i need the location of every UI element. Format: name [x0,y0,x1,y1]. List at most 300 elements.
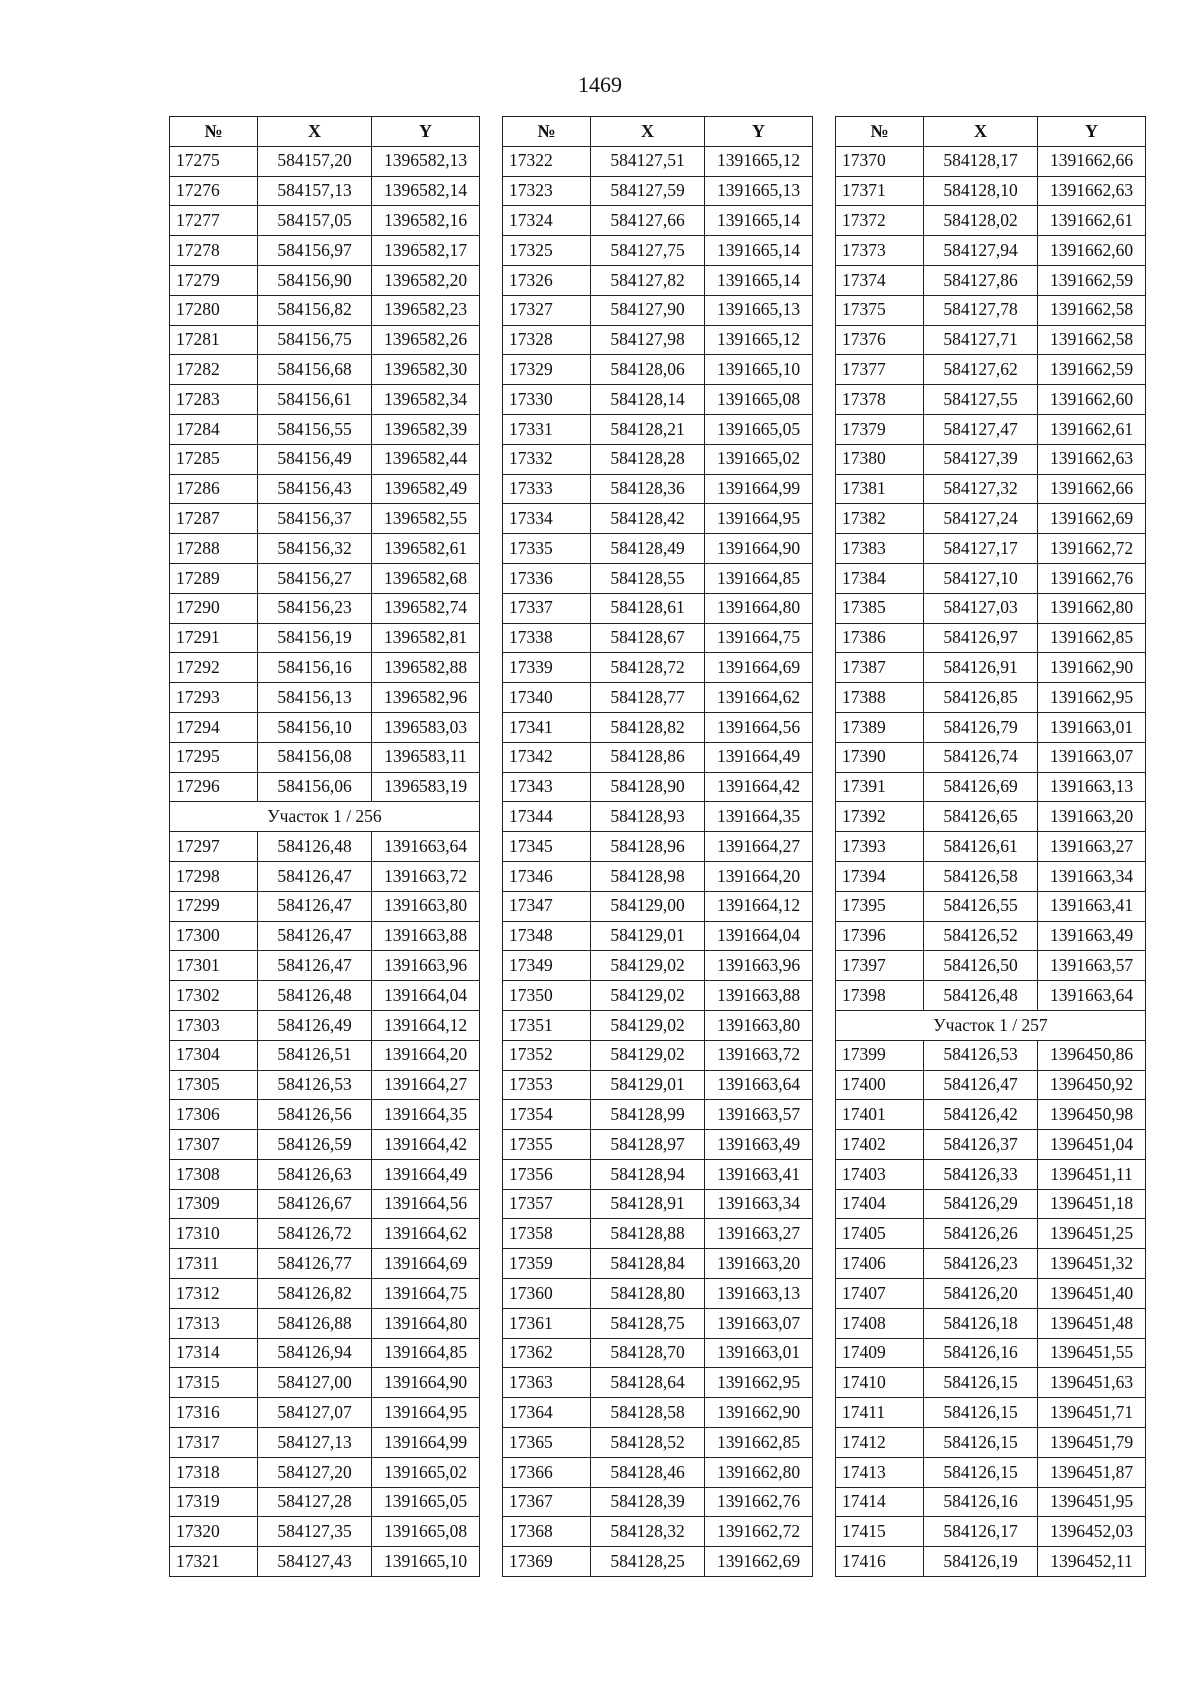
point-number-cell: 17343 [503,772,591,802]
x-coordinate-cell: 584126,61 [924,832,1038,862]
y-coordinate-cell: 1391664,90 [372,1368,480,1398]
y-coordinate-cell: 1396451,71 [1038,1398,1146,1428]
point-number-cell: 17357 [503,1189,591,1219]
y-coordinate-cell: 1391662,69 [1038,504,1146,534]
table-row [836,832,1146,862]
point-number-cell: 17358 [503,1219,591,1249]
coordinates-table-1 [169,116,480,1577]
table-row [503,563,813,593]
point-number-cell: 17370 [836,146,924,176]
table-row [836,474,1146,504]
x-coordinate-cell: 584129,02 [591,1040,705,1070]
x-coordinate-cell: 584156,49 [258,444,372,474]
table-row [836,1398,1146,1428]
point-number-cell: 17385 [836,593,924,623]
table-row [836,444,1146,474]
y-coordinate-cell: 1396450,92 [1038,1070,1146,1100]
point-number-cell: 17364 [503,1398,591,1428]
x-coordinate-cell: 584127,32 [924,474,1038,504]
table-row [170,1279,480,1309]
x-coordinate-cell: 584129,02 [591,981,705,1011]
y-coordinate-cell: 1391664,75 [705,623,813,653]
x-coordinate-cell: 584126,15 [924,1368,1038,1398]
y-coordinate-cell: 1391664,95 [372,1398,480,1428]
point-number-cell: 17398 [836,981,924,1011]
table-row [503,1249,813,1279]
point-number-cell: 17391 [836,772,924,802]
y-coordinate-cell: 1391664,35 [705,802,813,832]
x-coordinate-cell: 584127,75 [591,236,705,266]
y-coordinate-cell: 1391663,88 [372,921,480,951]
point-number-cell: 17328 [503,325,591,355]
y-coordinate-cell: 1391662,76 [705,1487,813,1517]
x-coordinate-cell: 584128,55 [591,563,705,593]
point-number-cell: 17287 [170,504,258,534]
table-row [836,1308,1146,1338]
point-number-cell: 17298 [170,861,258,891]
point-number-cell: 17379 [836,414,924,444]
table-row [836,355,1146,385]
table-row [503,981,813,1011]
x-coordinate-cell: 584128,88 [591,1219,705,1249]
point-number-cell: 17388 [836,683,924,713]
table-row [503,593,813,623]
table-row [503,623,813,653]
table-row [170,1249,480,1279]
x-coordinate-cell: 584128,32 [591,1517,705,1547]
y-coordinate-cell: 1391662,85 [705,1428,813,1458]
x-coordinate-cell: 584127,10 [924,563,1038,593]
table-row [836,1249,1146,1279]
point-number-cell: 17305 [170,1070,258,1100]
table-row [503,385,813,415]
x-coordinate-cell: 584126,79 [924,712,1038,742]
y-coordinate-cell: 1396582,30 [372,355,480,385]
table-row [503,653,813,683]
y-coordinate-cell: 1396582,20 [372,265,480,295]
y-coordinate-cell: 1391662,66 [1038,146,1146,176]
y-coordinate-cell: 1391662,76 [1038,563,1146,593]
y-coordinate-cell: 1396451,87 [1038,1457,1146,1487]
point-number-cell: 17394 [836,861,924,891]
header-number: № [836,117,924,147]
y-coordinate-cell: 1391663,80 [372,891,480,921]
y-coordinate-cell: 1396451,79 [1038,1428,1146,1458]
y-coordinate-cell: 1396582,61 [372,534,480,564]
x-coordinate-cell: 584126,18 [924,1308,1038,1338]
table-row [170,1100,480,1130]
point-number-cell: 17415 [836,1517,924,1547]
x-coordinate-cell: 584126,94 [258,1338,372,1368]
point-number-cell: 17399 [836,1040,924,1070]
table-row [836,802,1146,832]
x-coordinate-cell: 584127,20 [258,1457,372,1487]
x-coordinate-cell: 584126,82 [258,1279,372,1309]
y-coordinate-cell: 1391663,49 [1038,921,1146,951]
header-y: Y [705,117,813,147]
y-coordinate-cell: 1391665,10 [705,355,813,385]
table-row [836,891,1146,921]
point-number-cell: 17297 [170,832,258,862]
table-row [503,1547,813,1577]
y-coordinate-cell: 1391665,05 [705,414,813,444]
table-header-row [836,117,1146,147]
x-coordinate-cell: 584127,86 [924,265,1038,295]
y-coordinate-cell: 1391665,05 [372,1487,480,1517]
table-row [503,772,813,802]
table-row [836,1338,1146,1368]
table-header-row [170,117,480,147]
point-number-cell: 17303 [170,1010,258,1040]
y-coordinate-cell: 1391662,66 [1038,474,1146,504]
point-number-cell: 17356 [503,1159,591,1189]
table-row [503,1100,813,1130]
y-coordinate-cell: 1391663,27 [1038,832,1146,862]
point-number-cell: 17306 [170,1100,258,1130]
table-row [503,206,813,236]
point-number-cell: 17304 [170,1040,258,1070]
x-coordinate-cell: 584128,82 [591,712,705,742]
table-row [170,206,480,236]
x-coordinate-cell: 584126,63 [258,1159,372,1189]
y-coordinate-cell: 1391665,14 [705,265,813,295]
y-coordinate-cell: 1391663,57 [1038,951,1146,981]
x-coordinate-cell: 584127,78 [924,295,1038,325]
header-x: X [924,117,1038,147]
x-coordinate-cell: 584157,13 [258,176,372,206]
point-number-cell: 17321 [170,1547,258,1577]
y-coordinate-cell: 1391662,61 [1038,414,1146,444]
point-number-cell: 17392 [836,802,924,832]
point-number-cell: 17404 [836,1189,924,1219]
point-number-cell: 17313 [170,1308,258,1338]
point-number-cell: 17329 [503,355,591,385]
y-coordinate-cell: 1391664,04 [372,981,480,1011]
table-row [836,1040,1146,1070]
table-row [836,414,1146,444]
table-row [170,176,480,206]
x-coordinate-cell: 584156,32 [258,534,372,564]
x-coordinate-cell: 584156,13 [258,683,372,713]
point-number-cell: 17300 [170,921,258,951]
point-number-cell: 17294 [170,712,258,742]
x-coordinate-cell: 584128,39 [591,1487,705,1517]
table-row [836,623,1146,653]
x-coordinate-cell: 584126,47 [258,951,372,981]
point-number-cell: 17334 [503,504,591,534]
page-number: 1469 [578,72,622,97]
y-coordinate-cell: 1391665,08 [372,1517,480,1547]
x-coordinate-cell: 584128,28 [591,444,705,474]
point-number-cell: 17289 [170,563,258,593]
point-number-cell: 17326 [503,265,591,295]
x-coordinate-cell: 584126,47 [258,891,372,921]
table-row [503,832,813,862]
y-coordinate-cell: 1391664,20 [372,1040,480,1070]
point-number-cell: 17400 [836,1070,924,1100]
point-number-cell: 17296 [170,772,258,802]
x-coordinate-cell: 584127,62 [924,355,1038,385]
y-coordinate-cell: 1391664,27 [705,832,813,862]
x-coordinate-cell: 584128,72 [591,653,705,683]
y-coordinate-cell: 1396582,39 [372,414,480,444]
point-number-cell: 17361 [503,1308,591,1338]
point-number-cell: 17318 [170,1457,258,1487]
table-row [503,683,813,713]
y-coordinate-cell: 1391662,72 [705,1517,813,1547]
table-row [170,1040,480,1070]
point-number-cell: 17332 [503,444,591,474]
y-coordinate-cell: 1391664,80 [705,593,813,623]
point-number-cell: 17301 [170,951,258,981]
x-coordinate-cell: 584127,13 [258,1428,372,1458]
y-coordinate-cell: 1391663,07 [705,1308,813,1338]
point-number-cell: 17293 [170,683,258,713]
x-coordinate-cell: 584127,00 [258,1368,372,1398]
table-row [503,236,813,266]
point-number-cell: 17320 [170,1517,258,1547]
point-number-cell: 17395 [836,891,924,921]
point-number-cell: 17319 [170,1487,258,1517]
point-number-cell: 17314 [170,1338,258,1368]
y-coordinate-cell: 1391664,69 [372,1249,480,1279]
x-coordinate-cell: 584128,61 [591,593,705,623]
point-number-cell: 17292 [170,653,258,683]
table-row [503,1159,813,1189]
y-coordinate-cell: 1391662,85 [1038,623,1146,653]
y-coordinate-cell: 1396583,11 [372,742,480,772]
table-row [503,176,813,206]
x-coordinate-cell: 584127,98 [591,325,705,355]
y-coordinate-cell: 1391662,69 [705,1547,813,1577]
table-row [503,1457,813,1487]
table-row [836,563,1146,593]
y-coordinate-cell: 1391663,96 [372,951,480,981]
point-number-cell: 17402 [836,1130,924,1160]
table-row [503,1428,813,1458]
x-coordinate-cell: 584156,16 [258,653,372,683]
x-coordinate-cell: 584127,03 [924,593,1038,623]
table-row [503,474,813,504]
y-coordinate-cell: 1391664,95 [705,504,813,534]
y-coordinate-cell: 1391663,96 [705,951,813,981]
table-row [836,1130,1146,1160]
header-y: Y [1038,117,1146,147]
x-coordinate-cell: 584127,28 [258,1487,372,1517]
y-coordinate-cell: 1396450,86 [1038,1040,1146,1070]
point-number-cell: 17371 [836,176,924,206]
y-coordinate-cell: 1396582,55 [372,504,480,534]
table-row [170,474,480,504]
table-row [503,861,813,891]
table-row [836,921,1146,951]
x-coordinate-cell: 584128,21 [591,414,705,444]
y-coordinate-cell: 1391664,85 [372,1338,480,1368]
y-coordinate-cell: 1396451,04 [1038,1130,1146,1160]
point-number-cell: 17275 [170,146,258,176]
y-coordinate-cell: 1391664,42 [705,772,813,802]
x-coordinate-cell: 584126,74 [924,742,1038,772]
point-number-cell: 17353 [503,1070,591,1100]
table-row [836,1428,1146,1458]
point-number-cell: 17279 [170,265,258,295]
x-coordinate-cell: 584126,20 [924,1279,1038,1309]
point-number-cell: 17308 [170,1159,258,1189]
table-row [170,623,480,653]
point-number-cell: 17403 [836,1159,924,1189]
table-row [170,1159,480,1189]
x-coordinate-cell: 584128,14 [591,385,705,415]
y-coordinate-cell: 1391664,62 [705,683,813,713]
table-row [836,683,1146,713]
y-coordinate-cell: 1396582,14 [372,176,480,206]
table-row [170,1219,480,1249]
point-number-cell: 17411 [836,1398,924,1428]
point-number-cell: 17397 [836,951,924,981]
x-coordinate-cell: 584126,47 [258,921,372,951]
point-number-cell: 17386 [836,623,924,653]
y-coordinate-cell: 1396451,63 [1038,1368,1146,1398]
table-row [836,653,1146,683]
table-row [170,1338,480,1368]
section-row [170,802,480,832]
point-number-cell: 17310 [170,1219,258,1249]
x-coordinate-cell: 584126,26 [924,1219,1038,1249]
table-row [170,355,480,385]
point-number-cell: 17337 [503,593,591,623]
x-coordinate-cell: 584126,23 [924,1249,1038,1279]
table-row [170,385,480,415]
y-coordinate-cell: 1391662,80 [1038,593,1146,623]
x-coordinate-cell: 584127,94 [924,236,1038,266]
point-number-cell: 17365 [503,1428,591,1458]
x-coordinate-cell: 584126,67 [258,1189,372,1219]
table-row [170,861,480,891]
header-y: Y [372,117,480,147]
y-coordinate-cell: 1391664,85 [705,563,813,593]
point-number-cell: 17406 [836,1249,924,1279]
x-coordinate-cell: 584126,59 [258,1130,372,1160]
y-coordinate-cell: 1391662,60 [1038,385,1146,415]
point-number-cell: 17315 [170,1368,258,1398]
point-number-cell: 17362 [503,1338,591,1368]
table-row [836,1368,1146,1398]
point-number-cell: 17344 [503,802,591,832]
y-coordinate-cell: 1396582,13 [372,146,480,176]
table-row [836,1189,1146,1219]
table-row [170,1457,480,1487]
table-row [836,265,1146,295]
point-number-cell: 17288 [170,534,258,564]
y-coordinate-cell: 1396451,95 [1038,1487,1146,1517]
point-number-cell: 17347 [503,891,591,921]
y-coordinate-cell: 1391662,95 [705,1368,813,1398]
x-coordinate-cell: 584126,49 [258,1010,372,1040]
table-row [503,265,813,295]
y-coordinate-cell: 1396582,34 [372,385,480,415]
y-coordinate-cell: 1396582,49 [372,474,480,504]
table-row [170,1547,480,1577]
y-coordinate-cell: 1391665,02 [372,1457,480,1487]
x-coordinate-cell: 584128,02 [924,206,1038,236]
point-number-cell: 17284 [170,414,258,444]
x-coordinate-cell: 584126,50 [924,951,1038,981]
x-coordinate-cell: 584127,17 [924,534,1038,564]
y-coordinate-cell: 1396582,81 [372,623,480,653]
table-row [836,1100,1146,1130]
table-row [170,981,480,1011]
point-number-cell: 17376 [836,325,924,355]
y-coordinate-cell: 1396451,48 [1038,1308,1146,1338]
point-number-cell: 17414 [836,1487,924,1517]
point-number-cell: 17341 [503,712,591,742]
x-coordinate-cell: 584156,37 [258,504,372,534]
table-row [836,1070,1146,1100]
y-coordinate-cell: 1391662,59 [1038,355,1146,385]
point-number-cell: 17368 [503,1517,591,1547]
table-row [170,534,480,564]
point-number-cell: 17377 [836,355,924,385]
table-row [170,1308,480,1338]
x-coordinate-cell: 584157,05 [258,206,372,236]
table-row [836,206,1146,236]
table-row [503,325,813,355]
y-coordinate-cell: 1391662,58 [1038,325,1146,355]
x-coordinate-cell: 584126,88 [258,1308,372,1338]
y-coordinate-cell: 1391663,41 [705,1159,813,1189]
x-coordinate-cell: 584126,97 [924,623,1038,653]
table-row [503,802,813,832]
table-row [170,1010,480,1040]
x-coordinate-cell: 584128,46 [591,1457,705,1487]
y-coordinate-cell: 1391663,20 [705,1249,813,1279]
x-coordinate-cell: 584126,16 [924,1338,1038,1368]
point-number-cell: 17412 [836,1428,924,1458]
table-row [503,1368,813,1398]
table-row [836,236,1146,266]
table-row [170,1517,480,1547]
table-row [503,951,813,981]
y-coordinate-cell: 1391662,90 [705,1398,813,1428]
x-coordinate-cell: 584128,25 [591,1547,705,1577]
x-coordinate-cell: 584129,00 [591,891,705,921]
point-number-cell: 17350 [503,981,591,1011]
point-number-cell: 17281 [170,325,258,355]
table-row [503,1219,813,1249]
x-coordinate-cell: 584128,49 [591,534,705,564]
table-row [836,1279,1146,1309]
point-number-cell: 17382 [836,504,924,534]
point-number-cell: 17408 [836,1308,924,1338]
x-coordinate-cell: 584127,82 [591,265,705,295]
x-coordinate-cell: 584126,29 [924,1189,1038,1219]
y-coordinate-cell: 1391663,01 [705,1338,813,1368]
x-coordinate-cell: 584128,86 [591,742,705,772]
table-row [170,891,480,921]
x-coordinate-cell: 584129,01 [591,921,705,951]
x-coordinate-cell: 584126,47 [258,861,372,891]
table-row [503,1279,813,1309]
point-number-cell: 17312 [170,1279,258,1309]
table-row [503,921,813,951]
point-number-cell: 17339 [503,653,591,683]
x-coordinate-cell: 584126,42 [924,1100,1038,1130]
x-coordinate-cell: 584128,70 [591,1338,705,1368]
section-row [836,1010,1146,1040]
point-number-cell: 17366 [503,1457,591,1487]
table-row [170,444,480,474]
y-coordinate-cell: 1396582,74 [372,593,480,623]
